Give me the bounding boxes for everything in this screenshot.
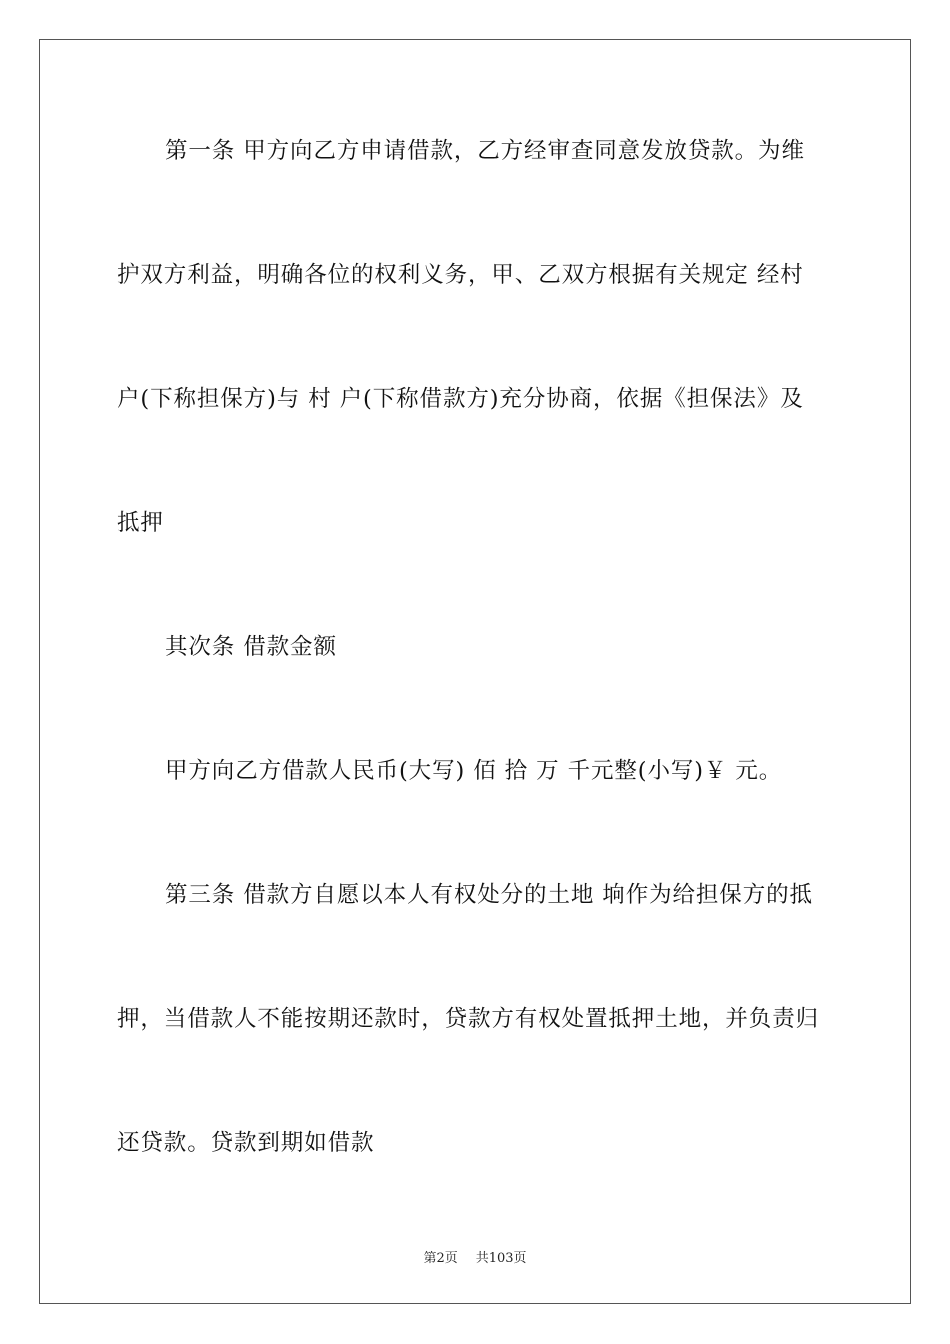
paragraph-line-article3-1: 第三条 借款方自愿以本人有权处分的土地 垧作为给担保方的抵 xyxy=(165,882,813,908)
paragraph-line-4: 抵押 xyxy=(117,510,164,536)
page-number-current: 第2页 xyxy=(423,1251,458,1266)
paragraph-line-article3-2: 押，当借款人不能按期还款时，贷款方有权处置抵押土地，并负责归 xyxy=(117,1006,820,1032)
section-heading-amount: 其次条 借款金额 xyxy=(165,634,337,660)
page-footer xyxy=(0,1247,950,1266)
paragraph-line-article3-3: 还贷款。贷款到期如借款 xyxy=(117,1130,375,1156)
page-border xyxy=(39,39,911,1304)
paragraph-line-2: 护双方利益，明确各位的权利义务，甲、乙双方根据有关规定 经村 xyxy=(117,262,804,288)
paragraph-line-3: 户(下称担保方)与 村 户(下称借款方)充分协商，依据《担保法》及 xyxy=(117,386,804,412)
page-number-total: 共103页 xyxy=(475,1251,527,1266)
paragraph-line-amount: 甲方向乙方借款人民币(大写) 佰 拾 万 千元整(小写)￥ 元。 xyxy=(165,758,783,784)
paragraph-line-1: 第一条 甲方向乙方申请借款，乙方经审查同意发放贷款。为维 xyxy=(165,138,805,164)
